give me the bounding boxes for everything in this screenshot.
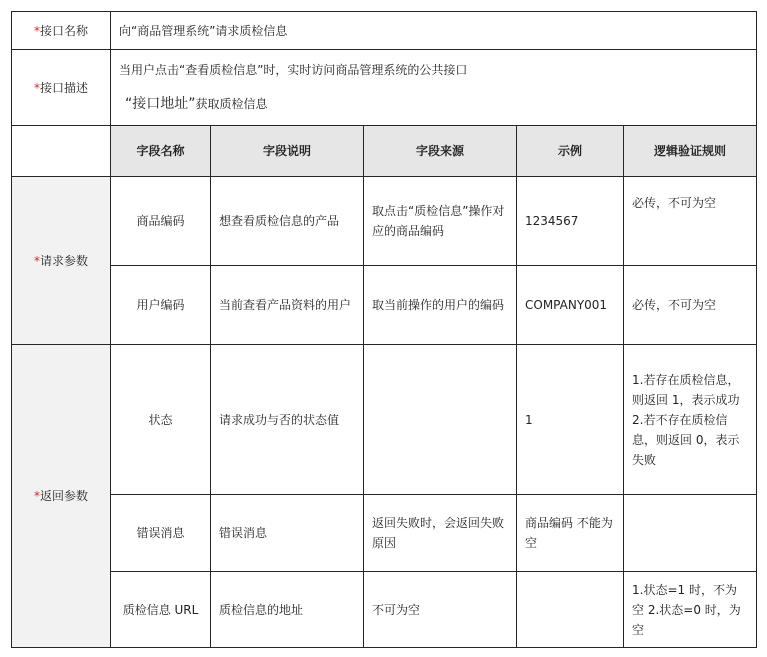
field-example — [517, 572, 624, 648]
field-name: 状态 — [111, 345, 211, 495]
request-row — [12, 266, 757, 345]
field-desc: 想查看质检信息的产品 — [211, 177, 364, 266]
interface-desc-label: *接口描述 — [12, 50, 111, 126]
header-field-name: 字段名称 — [111, 126, 211, 177]
required-mark: * — [33, 253, 40, 268]
interface-desc-value — [111, 50, 757, 126]
field-example: 1234567 — [517, 177, 624, 266]
field-source: 取点击“质检信息”操作对应的商品编码 — [364, 177, 517, 266]
field-rule — [624, 495, 757, 572]
column-header-row — [12, 126, 757, 177]
response-row — [12, 495, 757, 572]
request-row — [12, 177, 757, 266]
field-desc: 质检信息的地址 — [211, 572, 364, 648]
interface-name-row — [12, 12, 757, 50]
desc-line-2: “接口地址”获取质检信息 — [125, 95, 268, 112]
header-field-source: 字段来源 — [364, 126, 517, 177]
field-rule: 必传，不可为空 — [624, 177, 757, 266]
header-validation-rule: 逻辑验证规则 — [624, 126, 757, 177]
request-params-label: *请求参数 — [12, 177, 111, 345]
field-name: 错误消息 — [111, 495, 211, 572]
field-example: COMPANY001 — [517, 266, 624, 345]
field-source: 返回失败时，会返回失败原因 — [364, 495, 517, 572]
header-corner — [12, 126, 111, 177]
field-desc: 请求成功与否的状态值 — [211, 345, 364, 495]
required-mark: * — [33, 80, 40, 95]
field-source: 取当前操作的用户的编码 — [364, 266, 517, 345]
response-params-label: *返回参数 — [12, 345, 111, 648]
response-row — [12, 572, 757, 648]
interface-name-label: *接口名称 — [12, 12, 111, 50]
required-mark: * — [33, 23, 40, 38]
field-example: 商品编码 不能为空 — [517, 495, 624, 572]
field-source — [364, 345, 517, 495]
interface-spec-table — [11, 11, 757, 648]
required-mark: * — [33, 489, 40, 503]
header-field-desc: 字段说明 — [211, 126, 364, 177]
field-name: 质检信息 URL — [111, 572, 211, 648]
interface-name-value: 向“商品管理系统”请求质检信息 — [111, 12, 757, 50]
field-name: 商品编码 — [111, 177, 211, 266]
field-rule: 1.状态=1 时，不为空 2.状态=0 时，为空 — [624, 572, 757, 648]
field-rule: 必传，不可为空 — [624, 266, 757, 345]
response-row — [12, 345, 757, 495]
desc-line-1: 当用户点击“查看质检信息”时，实时访问商品管理系统的公共接口 — [119, 62, 468, 77]
field-example: 1 — [517, 345, 624, 495]
field-desc: 当前查看产品资料的用户 — [211, 266, 364, 345]
field-name: 用户编码 — [111, 266, 211, 345]
interface-desc-row — [12, 50, 757, 126]
field-desc: 错误消息 — [211, 495, 364, 572]
field-source: 不可为空 — [364, 572, 517, 648]
field-rule: 1.若存在质检信息，则返回 1，表示成功 2.若不存在质检信息，则返回 0，表示失败 — [624, 345, 757, 495]
header-example: 示例 — [517, 126, 624, 177]
